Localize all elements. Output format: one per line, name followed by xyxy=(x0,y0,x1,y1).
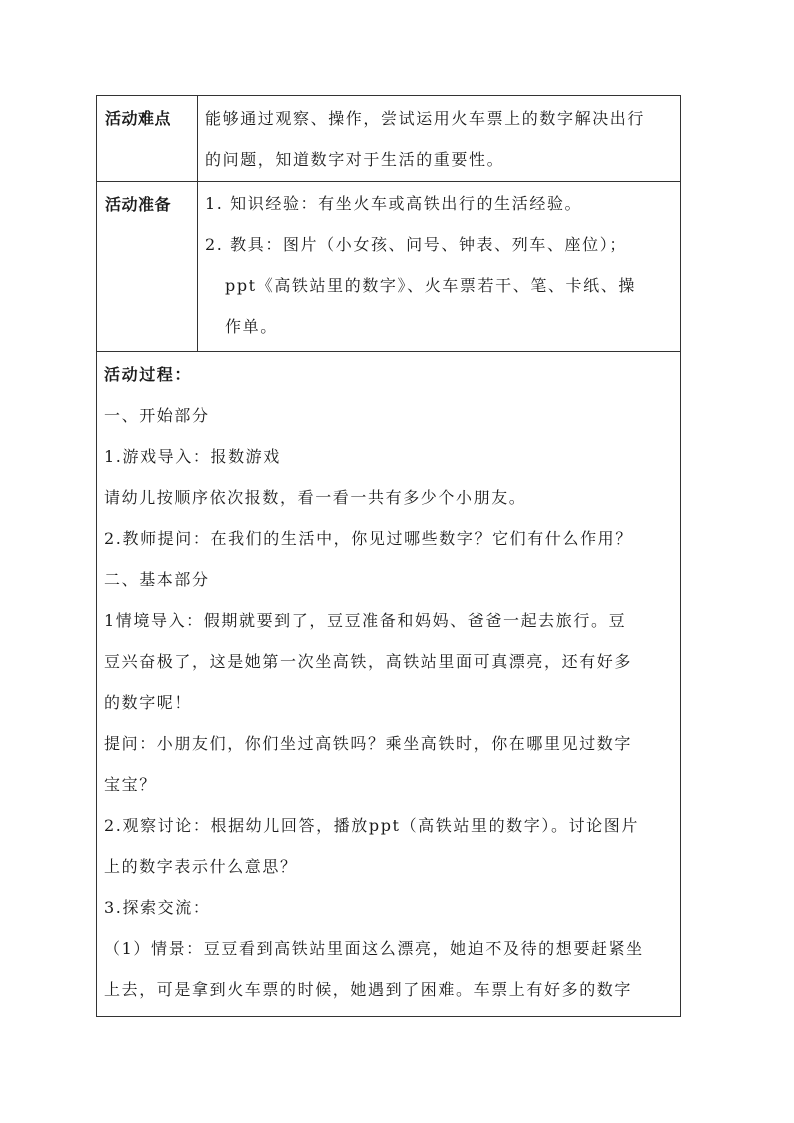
text-line: 请幼儿按顺序依次报数，看一看一共有多少个小朋友。 xyxy=(104,488,527,507)
text-line: 上的数字表示什么意思？ xyxy=(104,857,298,876)
text-line: 的问题，知道数字对于生活的重要性。 xyxy=(205,150,505,169)
row-activity-process xyxy=(97,352,681,1017)
text-line: 提问：小朋友们，你们坐过高铁吗？乘坐高铁时，你在哪里见过数字 xyxy=(104,734,633,753)
section-title: 活动过程： xyxy=(104,365,193,384)
text-line: 2.教师提问：在我们的生活中，你见过哪些数字？它们有什么作用？ xyxy=(104,529,633,548)
row-label: 活动准备 xyxy=(105,195,172,214)
text-line: 3.探索交流： xyxy=(104,898,211,917)
text-line: 的数字呢！ xyxy=(104,693,193,712)
text-line: ppt《高铁站里的数字》、火车票若干、笔、卡纸、操 xyxy=(225,276,636,295)
content-cell xyxy=(198,182,681,352)
text-line: 宝宝？ xyxy=(104,775,157,794)
text-line: 作单。 xyxy=(225,317,278,336)
text-line: 豆兴奋极了，这是她第一次坐高铁，高铁站里面可真漂亮，还有好多 xyxy=(104,652,633,671)
text-line: 能够通过观察、操作，尝试运用火车票上的数字解决出行 xyxy=(205,109,646,128)
text-line: 上去，可是拿到火车票的时候，她遇到了困难。车票上有好多的数字 xyxy=(104,980,633,999)
content-cell xyxy=(198,96,681,182)
row-label: 活动难点 xyxy=(105,109,172,128)
row-activity-preparation xyxy=(97,182,681,352)
text-line: 1. 知识经验：有坐火车或高铁出行的生活经验。 xyxy=(205,194,583,213)
label-cell xyxy=(97,96,198,182)
lesson-plan-table xyxy=(96,95,681,1017)
label-cell xyxy=(97,182,198,352)
text-line: 二、基本部分 xyxy=(104,570,210,589)
text-line: 1情境导入：假期就要到了，豆豆准备和妈妈、爸爸一起去旅行。豆 xyxy=(104,611,627,630)
content-cell xyxy=(97,352,681,1017)
text-line: 2.观察讨论：根据幼儿回答，播放ppt（高铁站里的数字）。讨论图片 xyxy=(104,816,639,835)
text-line: （1）情景：豆豆看到高铁站里面这么漂亮，她迫不及待的想要赶紧坐 xyxy=(104,939,644,958)
text-line: 1.游戏导入：报数游戏 xyxy=(104,447,281,466)
row-activity-difficulty xyxy=(97,96,681,182)
text-line: 2. 教具：图片（小女孩、问号、钟表、列车、座位）； xyxy=(205,235,627,254)
text-line: 一、开始部分 xyxy=(104,406,210,425)
